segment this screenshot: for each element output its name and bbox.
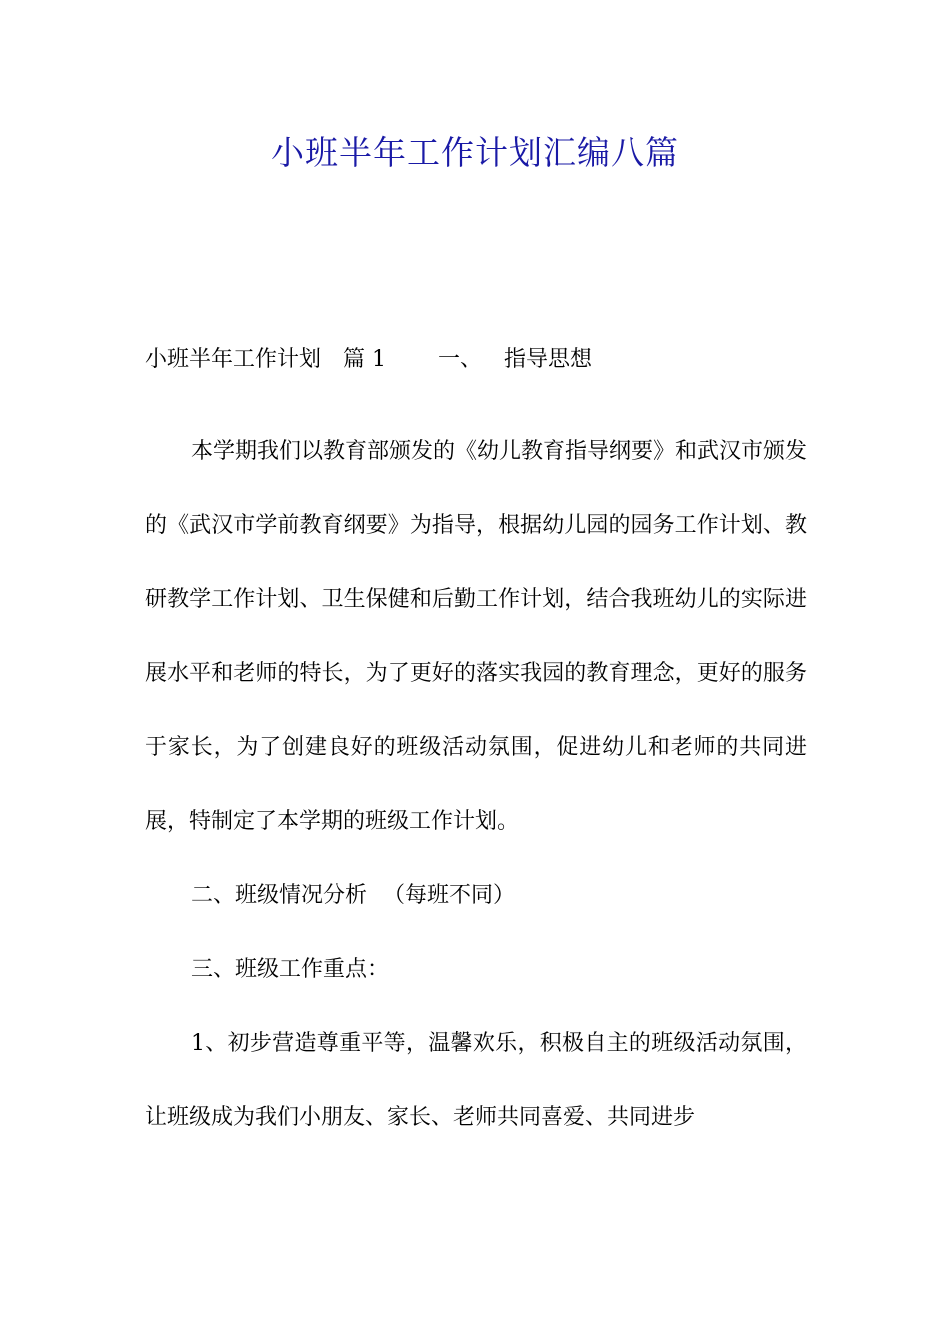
plan-name: 小班半年工作计划 <box>145 347 322 372</box>
document-body <box>145 415 807 1155</box>
plan-number: 篇 1 <box>343 347 387 372</box>
paragraph-guiding-thought: 本学期我们以教育部颁发的《幼儿教育指导纲要》和武汉市颁发的《武汉市学前教育纲要》为指导，根据幼儿园的园务工作计划、教研教学工作计划、卫生保健和后勤工作计划，结合我班幼儿的实际进展水平和老师的特长，为了更好的落实我园的教育理念，更好的服务于家长，为了创建良好的班级活动氛围，促进幼儿和老师的共同进展，特制定了本学期的班级工作计划。 <box>145 439 808 834</box>
paragraph-work-focus-heading: 三、班级工作重点： <box>191 957 390 982</box>
section-heading-line <box>145 340 825 380</box>
document-title: 小班半年工作计划汇编八篇 <box>271 133 679 172</box>
section-number: 一、 <box>438 347 483 372</box>
class-analysis-heading: 二、班级情况分析 <box>191 883 368 908</box>
paragraph-work-focus-item-1: 1、初步营造尊重平等，温馨欢乐，积极自主的班级活动氛围，让班级成为我们小朋友、家长、老师共同喜爱、共同进步 <box>145 1031 807 1130</box>
class-analysis-note: （每班不同） <box>383 883 516 908</box>
paragraph-class-analysis <box>145 859 807 933</box>
section-title: 指导思想 <box>504 347 593 372</box>
